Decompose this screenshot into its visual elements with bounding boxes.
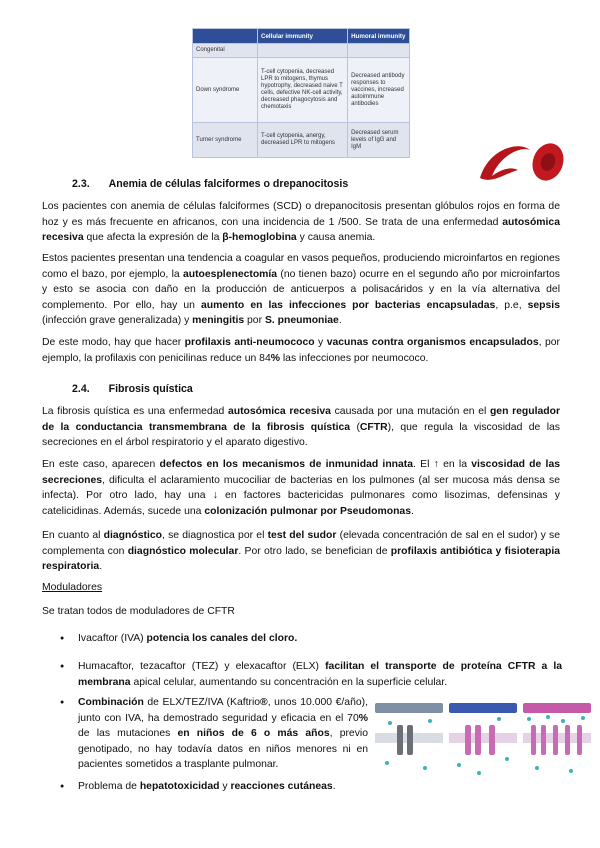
- table-row: [193, 44, 410, 58]
- modulator-list: [42, 695, 368, 773]
- sickle-cell-shape: [480, 146, 530, 180]
- modulator-list: [42, 631, 562, 647]
- figure-panel-1: [375, 703, 443, 823]
- moduladores-heading: Moduladores: [42, 582, 103, 593]
- section-title: Fibrosis quística: [108, 383, 193, 395]
- paragraph-cf-intro: La fibrosis quística es una enfermedad autosómica recesiva causada por una mutación en el gen regulador de la conductancia transmembrana de la fibrosis quística (CFTR), que regula la viscosidad de las secreciones en el árbol respiratorio y el aparato digestivo.: [42, 406, 560, 449]
- row-label: Down syndrome: [193, 58, 258, 123]
- table-header-humoral: Humoral immunity: [348, 29, 410, 44]
- figure-panel-3: [523, 703, 591, 823]
- paragraph-scd-complications: Estos pacientes presentan una tendencia a coagular en vasos pequeños, produciendo microinfartos en regiones como el bazo, por ejemplo, la autoesplenectomía (no tienen bazo) ocurre en el segundo año por microinfartos y esto se asocia con daño en la producción de anticuerpos a polisacáridos y en la vía alternativa del complemento. Por ello, hay un aumento en las infecciones por bacterias encapsuladas, p.e, sepsis (infección grave generalizada) y meningitis por S. pneumoniae.: [42, 253, 560, 327]
- cell-cellular: [258, 44, 348, 58]
- section-heading-2-4: [72, 383, 193, 395]
- list-item: ● Combinación de ELX/TEZ/IVA (Kaftrio®, unos 10.000 €/año), junto con IVA, ha demostrado seguridad y eficacia en el 70% de las mutaciones en niños de 6 o más años, previo genotipado, no hay todavía datos en niños menores ni en pacientes sometidos a trasplante pulmonar.: [42, 695, 368, 773]
- table-row: [193, 58, 410, 123]
- paragraph-cf-immunity: En este caso, aparecen defectos en los mecanismos de inmunidad innata. El ↑ en la viscosidad de las secreciones, dificulta el aclaramiento mucociliar de bacterias en los pulmones (al ser mucosa más densa se infecta). Por otro lado, hay una ↓ en factores bactericidas pulmonares como lisozimas, defensinas y catelicidinas. Además, sucede una colonización pulmonar por Pseudomonas.: [42, 459, 561, 517]
- cftr-modulator-figure: [375, 703, 591, 823]
- section-heading-2-3: [72, 178, 348, 190]
- list-item: ● Humacaftor, tezacaftor (TEZ) y elexacaftor (ELX) facilitan el transporte de proteína CFTR a la membrana apical celular, aumentando su concentración en la superficie celular.: [42, 659, 562, 690]
- panel-3-diagram: [523, 713, 591, 781]
- immunity-table: [192, 28, 410, 158]
- cell-cellular: T-cell cytopenia, anergy, decreased LPR to mitogens: [258, 123, 348, 158]
- panel-2-diagram: [449, 713, 517, 781]
- cell-cellular: T-cell cytopenia, decreased LPR to mitogens, thymus hypotrophy, decreased naive T cells, defective NK-cell activity, decreased phagocytosis and chemotaxis: [258, 58, 348, 123]
- row-label: Congenital: [193, 44, 258, 58]
- cell-humoral: [348, 44, 410, 58]
- moduladores-intro: Se tratan todos de moduladores de CFTR: [42, 606, 235, 617]
- section-number: 2.3.: [72, 178, 90, 190]
- section-title: Anemia de células falciformes o drepanocitosis: [108, 178, 349, 190]
- paragraph-scd-prophylaxis: De este modo, hay que hacer profilaxis anti-neumococo y vacunas contra organismos encapsulados, por ejemplo, la profilaxis con penicilinas reduce un 84% las infecciones por neumococo.: [42, 337, 560, 364]
- table-header-blank: [193, 29, 258, 44]
- modulator-list: [42, 659, 562, 690]
- cell-humoral: Decreased antibody responses to vaccines, increased autoimmune antibodies: [348, 58, 410, 123]
- table-header-cellular: Cellular immunity: [258, 29, 348, 44]
- figure-panel-2: [449, 703, 517, 823]
- list-item: ● Ivacaftor (IVA) potencia los canales del cloro.: [42, 631, 562, 647]
- red-blood-cells-illustration: [470, 140, 570, 195]
- table-header-row: [193, 29, 410, 44]
- cell-humoral: Decreased serum levels of IgG and IgM: [348, 123, 410, 158]
- section-number: 2.4.: [72, 383, 90, 395]
- row-label: Turner syndrome: [193, 123, 258, 158]
- paragraph-scd-intro: Los pacientes con anemia de células falciformes (SCD) o drepanocitosis presentan glóbulos rojos en forma de hoz y es más frecuente en africanos, con una incidencia de 1 /500. Se trata de una enfermedad autosómica recesiva que afecta la expresión de la β-hemoglobina y causa anemia.: [42, 201, 560, 244]
- table-row: [193, 123, 410, 158]
- modulator-list: [42, 779, 368, 795]
- panel-1-diagram: [375, 713, 443, 781]
- paragraph-cf-diagnosis: En cuanto al diagnóstico, se diagnostica por el test del sudor (elevada concentración de sal en el sudor) y se complementa con diagnóstico molecular. Por otro lado, se benefician de profilaxis antibiótica y fisioterapia respiratoria.: [42, 530, 561, 573]
- list-item: ● Problema de hepatotoxicidad y reacciones cutáneas.: [42, 779, 368, 795]
